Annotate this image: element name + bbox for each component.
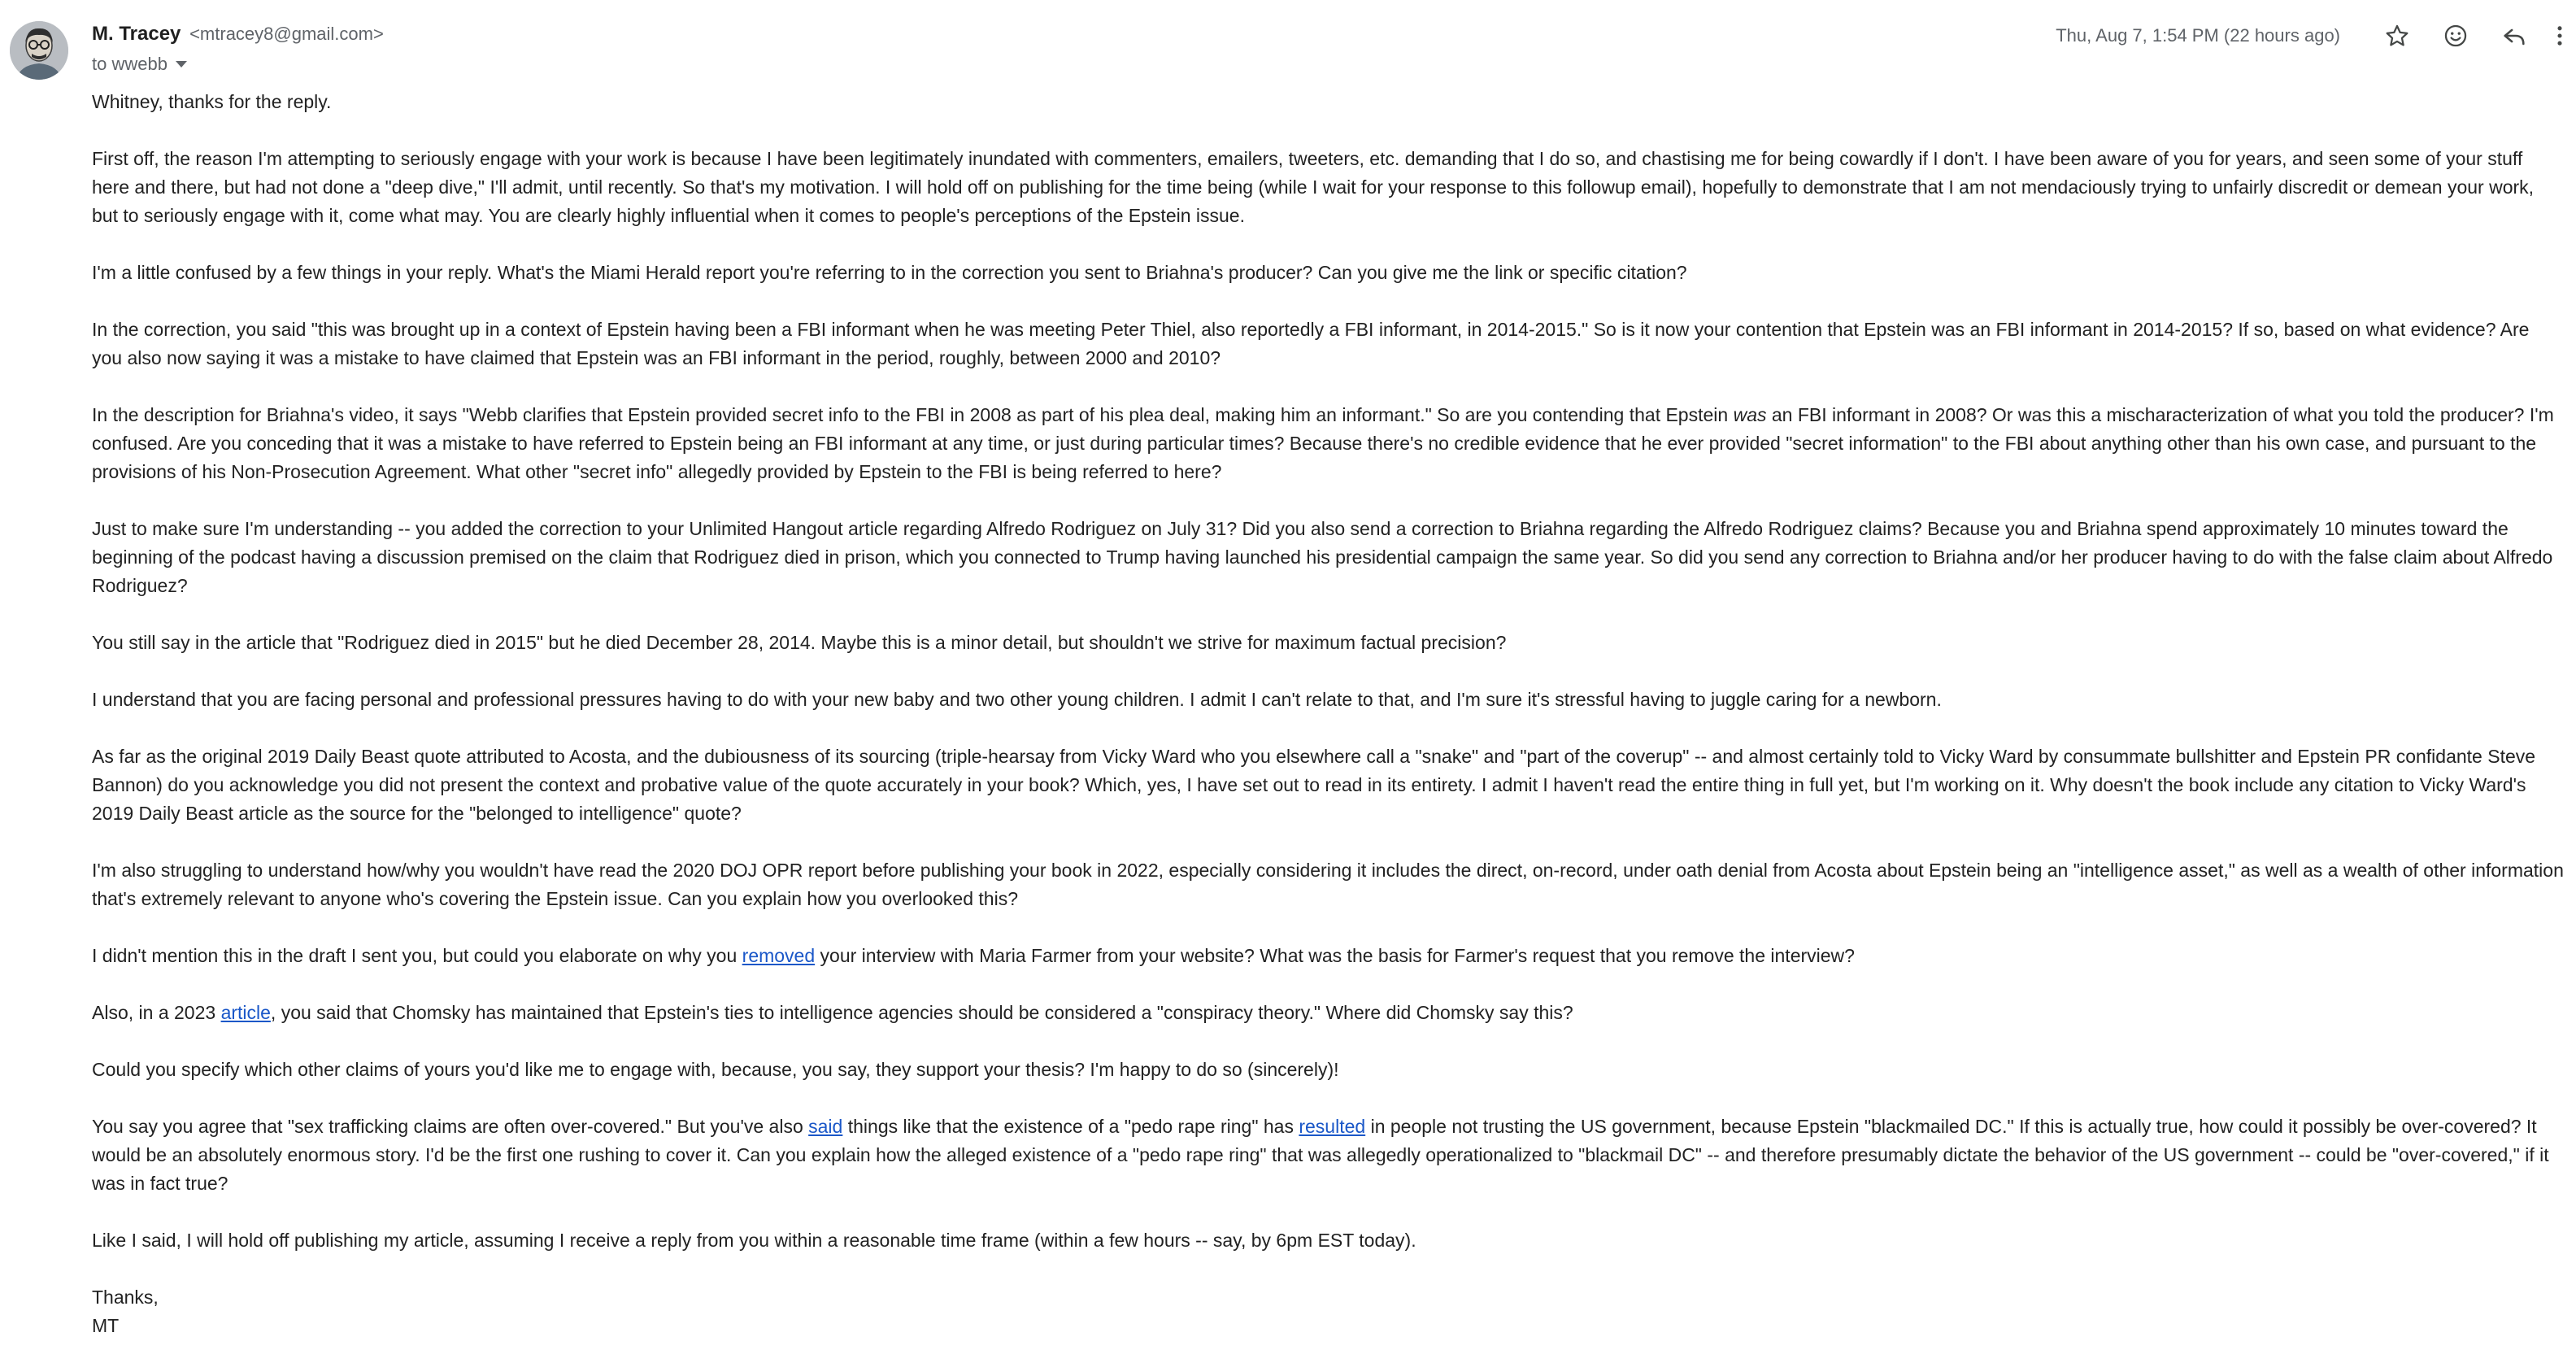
message-body — [92, 88, 2564, 1340]
paragraph: I'm a little confused by a few things in your reply. What's the Miami Herald report you're referring to in the correction you sent to Briahna's producer? Can you give me the link or specific citation? — [92, 262, 1687, 283]
reply-button[interactable] — [2485, 18, 2543, 54]
paragraph: First off, the reason I'm attempting to seriously engage with your work is because I have been legitimately inundated with commenters, emailers, tweeters, etc. demanding that I do so, and chastising me for being cowardly if I don't. I have been aware of you for years, and seen some of your stuff here and there, but had not done a "deep dive," I'll admit, until recently. So that's my motivation. I will hold off on publishing for the time being (while I wait for your response to this followup email), hopefully to demonstrate that I am not mendaciously trying to unfairly discredit or demean your work, but to seriously engage with it, come what may. You are clearly highly influential when it comes to people's perceptions of the Epstein issue. — [92, 148, 2535, 226]
add-reaction-button[interactable] — [2426, 18, 2485, 54]
paragraph — [92, 999, 2564, 1027]
resulted-link[interactable]: resulted — [1299, 1116, 1366, 1137]
paragraph: In the correction, you said "this was brought up in a context of Epstein having been a FBI informant when he was meeting Peter Thiel, also reportedly a FBI informant, in 2014-2015." So is it now your contention that Epstein was an FBI informant in 2014-2015? If so, based on what evidence? Are you also now saying it was a mistake to have claimed that Epstein was an FBI informant in the period, roughly, between 2000 and 2010? — [92, 319, 2530, 368]
paragraph: Just to make sure I'm understanding -- you added the correction to your Unlimited Hangout article regarding Alfredo Rodriguez on July 31? Did you also send a correction to Briahna regarding the Alfredo Rodriguez claims? Because you and Briahna spend approximately 10 minutes toward the beginning of the podcast having a discussion premised on the claim that Rodriguez died in prison, which you connected to Trump having launched his presidential campaign the same year. So did you send any correction to Briahna and/or her producer having to do with the false claim about Alfredo Rodriguez? — [92, 518, 2553, 596]
star-button[interactable] — [2368, 18, 2426, 54]
paragraph: I understand that you are facing personal and professional pressures having to do with your new baby and two other young children. I admit I can't relate to that, and I'm sure it's stressful having to juggle caring for a newborn. — [92, 689, 1942, 710]
paragraph: As far as the original 2019 Daily Beast quote attributed to Acosta, and the dubiousness of its sourcing (triple-hearsay from Vicky Ward who you elsewhere call a "snake" and "part of the coverup" -- and almost certainly told to Vicky Ward by consummate bullshitter and Epstein PR confidante Steve Bannon) do you acknowledge you did not present the context and probative value of the quote accurately in your book? Which, yes, I have set out to read in its entirety. I admit I haven't read the entire thing in full yet, but I'm working on it. Why doesn't the book include any citation to Vicky Ward's 2019 Daily Beast article as the source for the "belonged to intelligence" quote? — [92, 746, 2536, 824]
recipient-label: to wwebb — [92, 54, 168, 74]
paragraph-text: I didn't mention this in the draft I sent you, but could you elaborate on why you — [92, 945, 742, 966]
paragraph-text: You say you agree that "sex trafficking claims are often over-covered." But you've also — [92, 1116, 809, 1137]
article-link[interactable]: article — [220, 1002, 271, 1023]
paragraph — [92, 942, 2564, 970]
more-options-button[interactable] — [2543, 18, 2576, 54]
paragraph — [92, 1113, 2564, 1198]
paragraph: Whitney, thanks for the reply. — [92, 91, 332, 112]
paragraph: Could you specify which other claims of yours you'd like me to engage with, because, you say, they support your thesis? I'm happy to do so (sincerely)! — [92, 1059, 1339, 1080]
said-link[interactable]: said — [808, 1116, 843, 1137]
message-actions — [2368, 18, 2576, 54]
paragraph-text: things like that the existence of a "pedo rape ring" has — [842, 1116, 1299, 1137]
more-vert-icon — [2546, 22, 2574, 50]
paragraph-text: your interview with Maria Farmer from your website? What was the basis for Farmer's request that you remove the interview? — [815, 945, 1855, 966]
removed-link[interactable]: removed — [742, 945, 816, 966]
paragraph-text: , you said that Chomsky has maintained that Epstein's ties to intelligence agencies should be considered a "conspiracy theory." Where did Chomsky say this? — [270, 1002, 1573, 1023]
paragraph — [92, 401, 2564, 486]
paragraph: You still say in the article that "Rodriguez died in 2015" but he died December 28, 2014. Maybe this is a minor detail, but shouldn't we strive for maximum factual precision? — [92, 632, 1507, 653]
sender-email: <mtracey8@gmail.com> — [189, 24, 384, 44]
sender-name[interactable]: M. Tracey — [92, 23, 181, 45]
signature: MT — [92, 1315, 120, 1336]
paragraph: I'm also struggling to understand how/why you wouldn't have read the 2020 DOJ OPR report before publishing your book in 2022, especially considering it includes the direct, on-record, under oath denial from Acosta about Epstein being an "intelligence asset," as well as a wealth of other information that's extremely relevant to anyone who's covering the Epstein issue. Can you explain how you overlooked this? — [92, 860, 2564, 909]
paragraph-text: an FBI informant in 2008? Or was this a mischaracterization of what you told the producer? I'm confused. Are you conceding that it was a mistake to have referred to Epstein being an FBI informant at any time, or just during particular times? Because there's no credible evidence that he ever provided "secret information" to the FBI about anything other than his own case, and pursuant to the provisions of his Non-Prosecution Agreement. What other "secret info" allegedly provided by Epstein to the FBI is being referred to here? — [92, 404, 2554, 482]
reply-icon — [2500, 22, 2528, 50]
sender-avatar[interactable] — [10, 21, 68, 80]
paragraph: Like I said, I will hold off publishing my article, assuming I receive a reply from you within a reasonable time frame (within a few hours -- say, by 6pm EST today). — [92, 1230, 1416, 1251]
paragraph-text: In the description for Briahna's video, it says "Webb clarifies that Epstein provided secret info to the FBI in 2008 as part of his plea deal, making him an informant." So are you contending that Epstein — [92, 404, 1734, 425]
paragraph-text: in people not trusting the US government, because Epstein "blackmailed DC." If this is actually true, how could it possibly be over-covered? It would be an absolutely enormous story. I'd be the first one rushing to cover it. Can you explain how the alleged existence of a "pedo rape ring" that was allegedly operationalized to "blackmail DC" -- and therefore presumably dictate the behavior of the US government -- could be "over-covered," if it was in fact true? — [92, 1116, 2549, 1194]
paragraph-text: Also, in a 2023 — [92, 1002, 221, 1023]
sender-line — [92, 21, 384, 47]
emphasis-text: was — [1733, 404, 1767, 425]
signoff: Thanks, — [92, 1287, 159, 1308]
emoji-icon — [2442, 22, 2469, 50]
avatar-image — [10, 21, 68, 80]
chevron-down-icon[interactable] — [176, 61, 187, 67]
recipient-details-toggle[interactable] — [92, 52, 187, 76]
message-timestamp: Thu, Aug 7, 1:54 PM (22 hours ago) — [2056, 25, 2340, 46]
star-icon — [2383, 22, 2411, 50]
